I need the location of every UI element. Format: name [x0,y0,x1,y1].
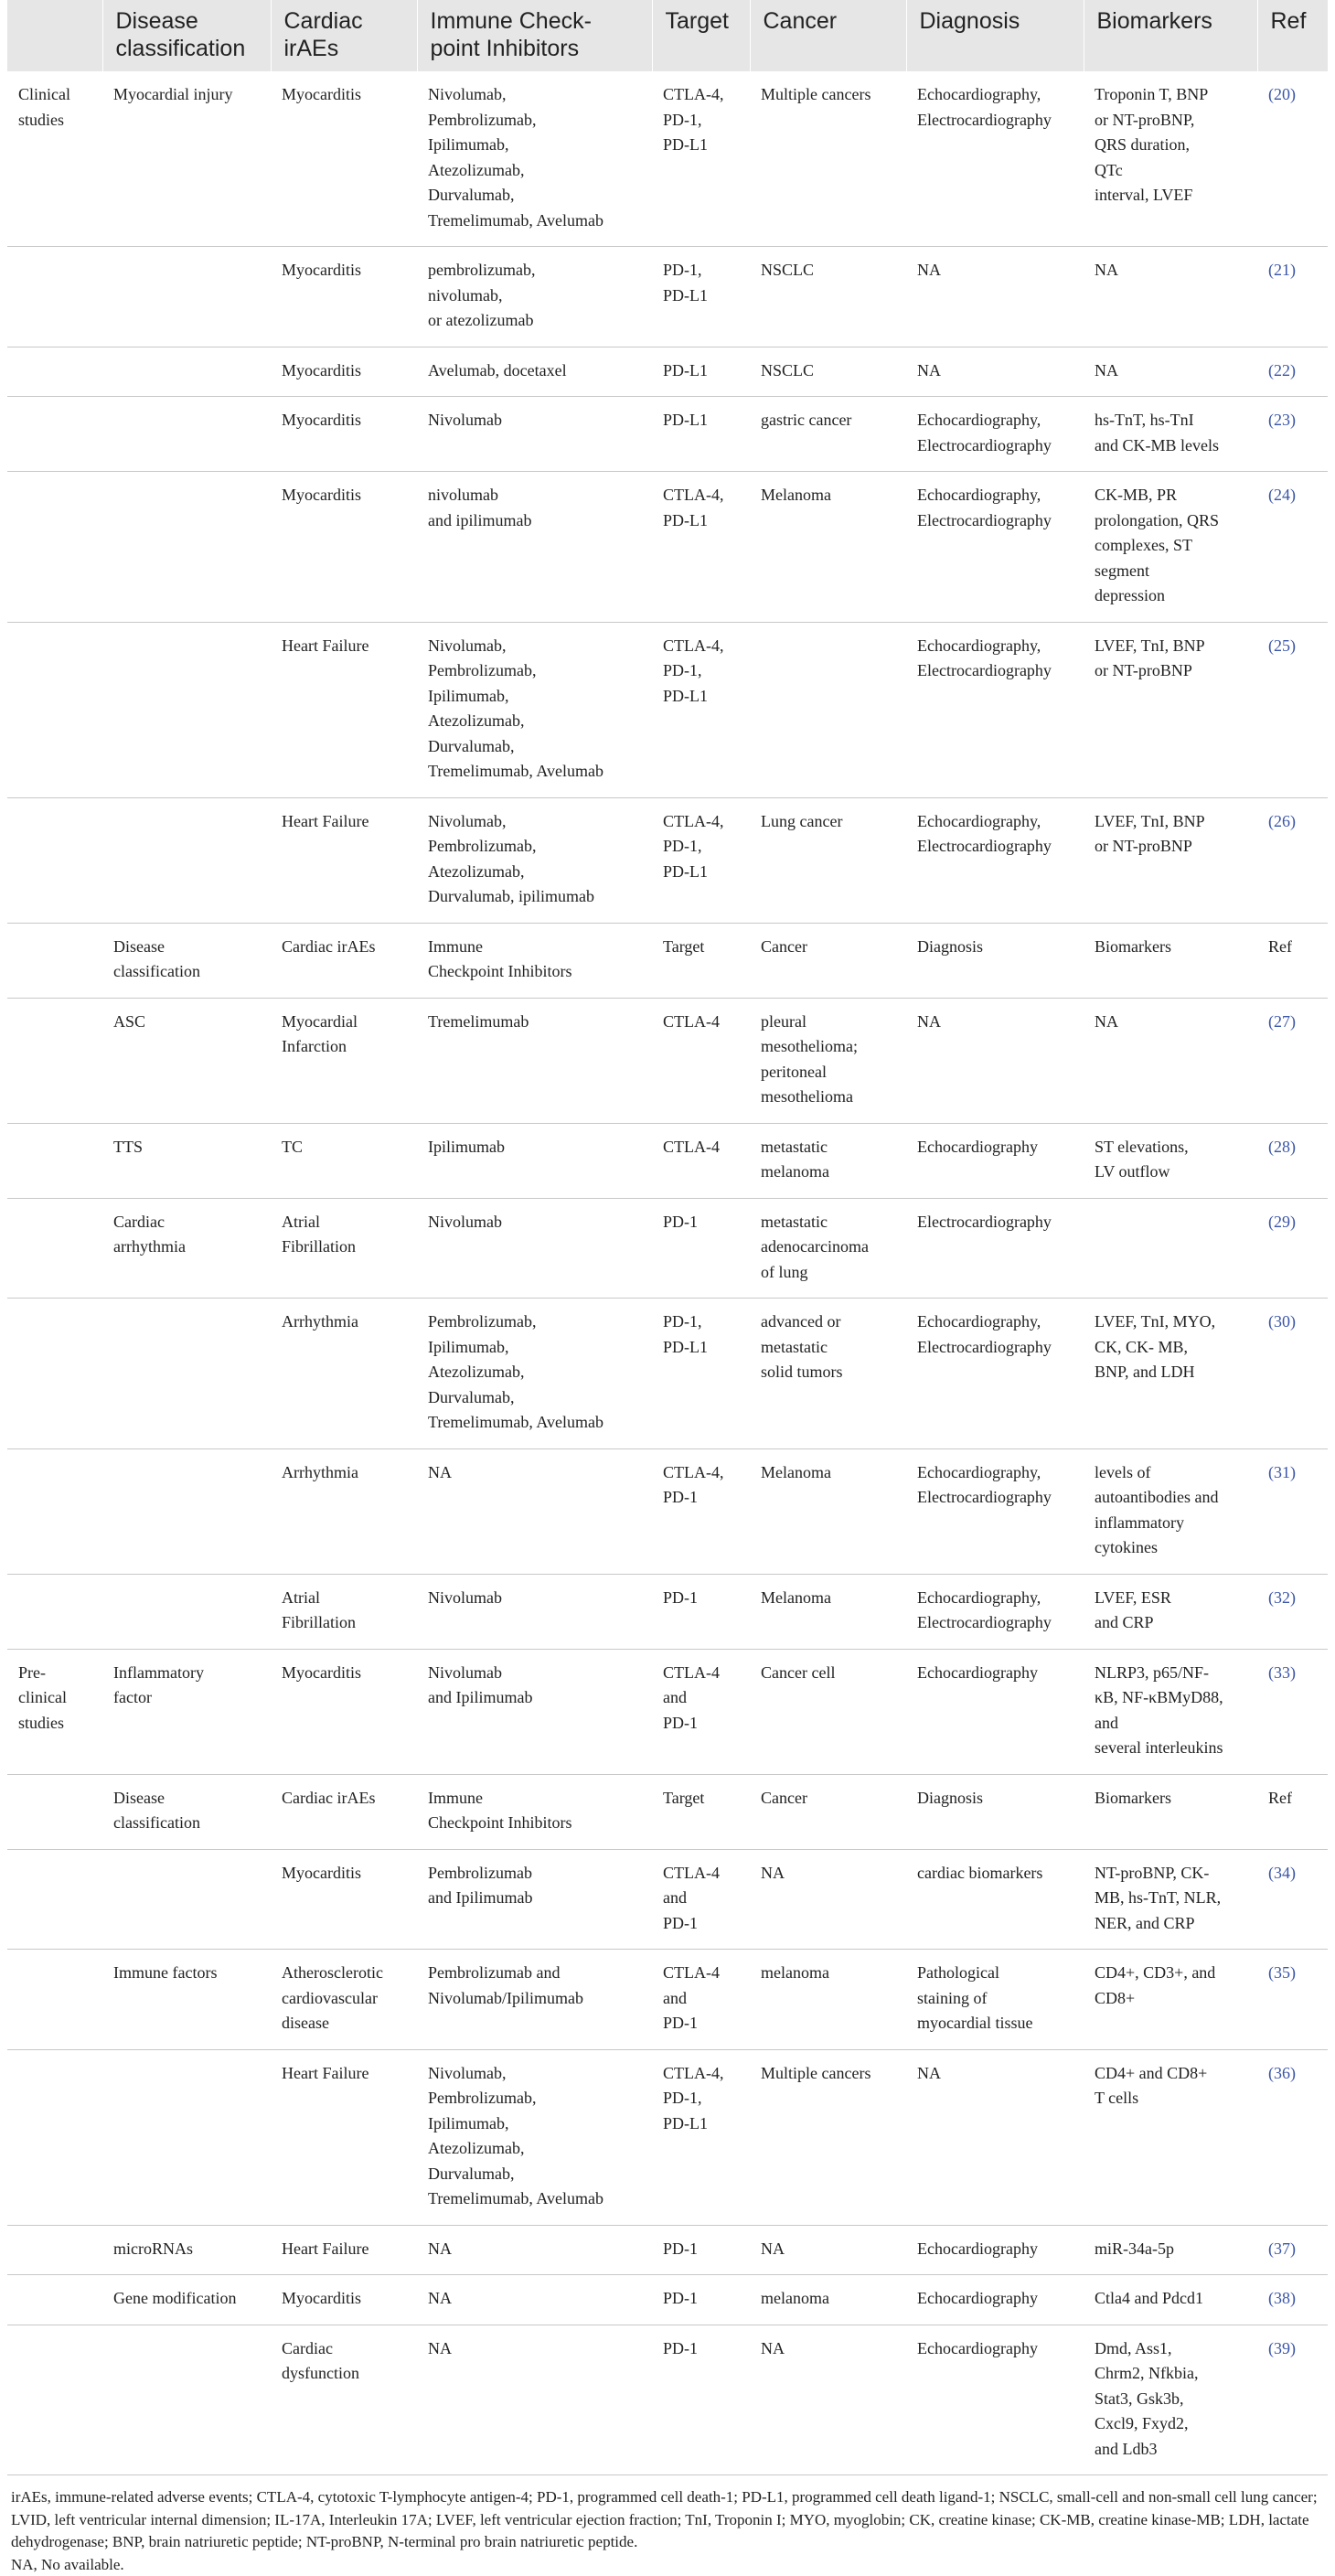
header-study-type [7,0,102,71]
cancer-cell: metastatic melanoma [750,1123,906,1198]
inhibitors-cell: Nivolumab, Pembrolizumab, Ipilimumab, Atezolizumab, Durvalumab, Tremelimumab, Avelumab [417,622,652,797]
ref-cell[interactable]: (28) [1257,1123,1328,1198]
disease-classification-cell: TTS [102,1123,271,1198]
biomarkers-cell: LVEF, ESR and CRP [1084,1574,1257,1649]
disease-classification-cell [102,2325,271,2475]
study-type-cell [7,1950,102,2050]
biomarkers-cell: Biomarkers [1084,1774,1257,1849]
biomarkers-cell: Biomarkers [1084,923,1257,998]
disease-classification-cell [102,797,271,923]
inhibitors-cell: Avelumab, docetaxel [417,347,652,397]
table-row [7,2275,1328,2325]
table-row [7,2225,1328,2275]
ref-cell[interactable]: (29) [1257,1198,1328,1299]
target-cell: PD-L1 [652,397,750,472]
ref-cell[interactable]: (21) [1257,247,1328,347]
disease-classification-cell: ASC [102,998,271,1123]
header-ref: Ref [1257,0,1328,71]
data-table [7,0,1328,2475]
disease-classification-cell [102,1849,271,1950]
ref-cell: Ref [1257,923,1328,998]
disease-classification-cell [102,622,271,797]
cancer-cell: Cancer [750,1774,906,1849]
table-row [7,1950,1328,2050]
biomarkers-cell: LVEF, TnI, BNP or NT-proBNP [1084,797,1257,923]
biomarkers-cell: NA [1084,998,1257,1123]
header-row [7,0,1328,71]
ref-cell[interactable]: (27) [1257,998,1328,1123]
study-type-cell [7,998,102,1123]
study-type-cell [7,1448,102,1574]
diagnosis-cell: Diagnosis [906,1774,1084,1849]
biomarkers-cell: Ctla4 and Pdcd1 [1084,2275,1257,2325]
disease-classification-cell: Inflammatory factor [102,1649,271,1774]
disease-classification-cell [102,347,271,397]
cardiac-irae-cell: Cardiac dysfunction [271,2325,417,2475]
cardiac-irae-cell: Heart Failure [271,2225,417,2275]
target-cell: CTLA-4 and PD-1 [652,1649,750,1774]
cancer-cell: NSCLC [750,247,906,347]
footnote-text: irAEs, immune-related adverse events; CTLA-4, cytotoxic T-lymphocyte antigen-4; PD-1, programmed cell death-1; PD-L1, programmed cell death ligand-1; NSCLC, small-cell and non-small cell lung cancer; LVID, left ventricular internal dimension; IL-17A, Interleukin 17A; LVEF, left ventricular ejection fraction; TnI, Troponin I; MYO, myoglobin; CK, creatine kinase; CK-MB, creatine kinase-MB; LDH, lactate dehydrogenase; BNP, brain natriuretic peptide; NT-proBNP, N-terminal pro brain natriuretic peptide. NA, No available. [11,2488,1318,2573]
disease-classification-cell: Disease classification [102,923,271,998]
inhibitors-cell: Ipilimumab [417,1123,652,1198]
study-type-cell [7,247,102,347]
biomarkers-cell: Dmd, Ass1, Chrm2, Nfkbia, Stat3, Gsk3b, Cxcl9, Fxyd2, and Ldb3 [1084,2325,1257,2475]
table-row [7,71,1328,247]
table-row [7,1849,1328,1950]
cancer-cell: Multiple cancers [750,2049,906,2225]
disease-classification-cell [102,472,271,623]
ref-cell[interactable]: (25) [1257,622,1328,797]
inhibitors-cell: pembrolizumab, nivolumab, or atezolizumab [417,247,652,347]
ref-cell[interactable]: (24) [1257,472,1328,623]
table-footnote [7,2475,1331,2576]
ref-cell[interactable]: (23) [1257,397,1328,472]
table-row [7,1198,1328,1299]
target-cell: PD-1 [652,1574,750,1649]
target-cell: CTLA-4, PD-1, PD-L1 [652,797,750,923]
table-row [7,622,1328,797]
table-row [7,472,1328,623]
cardiac-irae-cell: Myocarditis [271,247,417,347]
cancer-cell: Melanoma [750,1448,906,1574]
table-row [7,397,1328,472]
header-cardiac-iraes: Cardiac irAEs [271,0,417,71]
cardiac-irae-cell: Atrial Fibrillation [271,1198,417,1299]
study-type-cell: Pre- clinical studies [7,1649,102,1774]
inhibitors-cell: nivolumab and ipilimumab [417,472,652,623]
cancer-cell [750,622,906,797]
target-cell: PD-1 [652,2225,750,2275]
cancer-cell: melanoma [750,2275,906,2325]
table-header [7,0,1328,71]
ref-cell[interactable]: (34) [1257,1849,1328,1950]
diagnosis-cell: Echocardiography, Electrocardiography [906,71,1084,247]
ref-cell[interactable]: (32) [1257,1574,1328,1649]
ref-cell[interactable]: (30) [1257,1299,1328,1449]
disease-classification-cell [102,2049,271,2225]
target-cell: CTLA-4 and PD-1 [652,1849,750,1950]
disease-classification-cell [102,1448,271,1574]
biomarkers-cell: ST elevations, LV outflow [1084,1123,1257,1198]
cardiac-irae-cell: TC [271,1123,417,1198]
disease-classification-cell [102,1299,271,1449]
disease-classification-cell [102,397,271,472]
study-type-cell [7,1299,102,1449]
table-row [7,1299,1328,1449]
cardiac-irae-cell: Arrhythmia [271,1299,417,1449]
disease-classification-cell: Immune factors [102,1950,271,2050]
diagnosis-cell: NA [906,247,1084,347]
disease-classification-cell [102,247,271,347]
ref-cell[interactable]: (20) [1257,71,1328,247]
inhibitors-cell: Nivolumab [417,397,652,472]
inhibitors-cell: Tremelimumab [417,998,652,1123]
ref-cell[interactable]: (39) [1257,2325,1328,2475]
cardiac-irae-cell: Myocarditis [271,397,417,472]
ref-cell[interactable]: (26) [1257,797,1328,923]
diagnosis-cell: Electrocardiography [906,1198,1084,1299]
table-row [7,998,1328,1123]
cancer-cell: NSCLC [750,347,906,397]
biomarkers-cell: levels of autoantibodies and inflammatory cytokines [1084,1448,1257,1574]
table-row [7,797,1328,923]
cardiac-irae-cell: Cardiac irAEs [271,1774,417,1849]
cardiac-irae-cell: Myocarditis [271,1649,417,1774]
cardiac-irae-cell: Arrhythmia [271,1448,417,1574]
header-biomarkers: Biomarkers [1084,0,1257,71]
inhibitors-cell: NA [417,2325,652,2475]
table-row [7,1649,1328,1774]
target-cell: PD-1, PD-L1 [652,1299,750,1449]
inhibitors-cell: Pembrolizumab, Ipilimumab, Atezolizumab, Durvalumab, Tremelimumab, Avelumab [417,1299,652,1449]
cancer-cell: NA [750,2225,906,2275]
study-type-cell: Clinical studies [7,71,102,247]
target-cell: CTLA-4, PD-L1 [652,472,750,623]
biomarkers-cell: NLRP3, p65/NF- κB, NF-κBMyD88, and several interleukins [1084,1649,1257,1774]
biomarkers-cell: CK-MB, PR prolongation, QRS complexes, ST segment depression [1084,472,1257,623]
repeated-header-row [7,1774,1328,1849]
ref-cell[interactable]: (38) [1257,2275,1328,2325]
study-type-cell [7,1849,102,1950]
target-cell: PD-1, PD-L1 [652,247,750,347]
cancer-cell: pleural mesothelioma; peritoneal mesothelioma [750,998,906,1123]
study-type-cell [7,2225,102,2275]
diagnosis-cell: Echocardiography [906,2225,1084,2275]
biomarkers-cell [1084,1198,1257,1299]
cancer-cell: Multiple cancers [750,71,906,247]
cardiac-irae-cell: Myocarditis [271,2275,417,2325]
table-row [7,2049,1328,2225]
inhibitors-cell: Pembrolizumab and Nivolumab/Ipilimumab [417,1950,652,2050]
table-row [7,1448,1328,1574]
cardiac-irae-cell: Atrial Fibrillation [271,1574,417,1649]
diagnosis-cell: Echocardiography [906,1123,1084,1198]
target-cell: Target [652,923,750,998]
diagnosis-cell: NA [906,2049,1084,2225]
inhibitors-cell: Nivolumab, Pembrolizumab, Ipilimumab, Atezolizumab, Durvalumab, Tremelimumab, Avelumab [417,2049,652,2225]
study-type-cell [7,1774,102,1849]
inhibitors-cell: Nivolumab, Pembrolizumab, Atezolizumab, Durvalumab, ipilimumab [417,797,652,923]
diagnosis-cell: Echocardiography, Electrocardiography [906,1574,1084,1649]
biomarkers-cell: hs-TnT, hs-TnI and CK-MB levels [1084,397,1257,472]
diagnosis-cell: Echocardiography, Electrocardiography [906,622,1084,797]
disease-classification-cell: Myocardial injury [102,71,271,247]
cardiac-irae-cell: Heart Failure [271,797,417,923]
disease-classification-cell [102,1574,271,1649]
biomarkers-cell: miR-34a-5p [1084,2225,1257,2275]
target-cell: CTLA-4 and PD-1 [652,1950,750,2050]
header-target: Target [652,0,750,71]
diagnosis-cell: NA [906,998,1084,1123]
ref-cell[interactable]: (22) [1257,347,1328,397]
inhibitors-cell: Nivolumab [417,1198,652,1299]
target-cell: PD-1 [652,2275,750,2325]
ref-cell: Ref [1257,1774,1328,1849]
study-type-cell [7,797,102,923]
biomarkers-cell: Troponin T, BNP or NT-proBNP, QRS duration, QTc interval, LVEF [1084,71,1257,247]
study-type-cell [7,472,102,623]
table-row [7,347,1328,397]
ref-cell[interactable]: (35) [1257,1950,1328,2050]
target-cell: CTLA-4 [652,1123,750,1198]
study-type-cell [7,2275,102,2325]
study-type-cell [7,1123,102,1198]
biomarkers-cell: CD4+ and CD8+ T cells [1084,2049,1257,2225]
cancer-cell: NA [750,1849,906,1950]
target-cell: PD-L1 [652,347,750,397]
inhibitors-cell: Nivolumab, Pembrolizumab, Ipilimumab, Atezolizumab, Durvalumab, Tremelimumab, Avelumab [417,71,652,247]
cancer-cell: metastatic adenocarcinoma of lung [750,1198,906,1299]
cancer-cell: gastric cancer [750,397,906,472]
diagnosis-cell: Echocardiography, Electrocardiography [906,797,1084,923]
table-row [7,1574,1328,1649]
ref-cell[interactable]: (31) [1257,1448,1328,1574]
header-cancer: Cancer [750,0,906,71]
cancer-cell: NA [750,2325,906,2475]
disease-classification-cell: Cardiac arrhythmia [102,1198,271,1299]
cardiac-irae-cell: Heart Failure [271,622,417,797]
diagnosis-cell: cardiac biomarkers [906,1849,1084,1950]
target-cell: PD-1 [652,1198,750,1299]
table-body [7,71,1328,2475]
study-type-cell [7,923,102,998]
cancer-cell: Lung cancer [750,797,906,923]
cardiac-irae-cell: Myocarditis [271,71,417,247]
diagnosis-cell: Echocardiography, Electrocardiography [906,397,1084,472]
target-cell: CTLA-4, PD-1, PD-L1 [652,622,750,797]
study-type-cell [7,1574,102,1649]
cardiac-irae-cell: Myocarditis [271,347,417,397]
header-immune-checkpoint-inhibitors: Immune Check-point Inhibitors [417,0,652,71]
target-cell: CTLA-4, PD-1, PD-L1 [652,71,750,247]
diagnosis-cell: Echocardiography, Electrocardiography [906,1448,1084,1574]
study-type-cell [7,397,102,472]
study-type-cell [7,2049,102,2225]
inhibitors-cell: Nivolumab and Ipilimumab [417,1649,652,1774]
diagnosis-cell: Echocardiography, Electrocardiography [906,472,1084,623]
table-row [7,1123,1328,1198]
diagnosis-cell: Echocardiography [906,1649,1084,1774]
cancer-cell: Cancer [750,923,906,998]
biomarkers-cell: CD4+, CD3+, and CD8+ [1084,1950,1257,2050]
target-cell: Target [652,1774,750,1849]
target-cell: PD-1 [652,2325,750,2475]
inhibitors-cell: Pembrolizumab and Ipilimumab [417,1849,652,1950]
study-type-cell [7,1198,102,1299]
inhibitors-cell: NA [417,2275,652,2325]
diagnosis-cell: Diagnosis [906,923,1084,998]
ref-cell[interactable]: (37) [1257,2225,1328,2275]
target-cell: CTLA-4, PD-1, PD-L1 [652,2049,750,2225]
biomarkers-cell: NA [1084,247,1257,347]
study-type-cell [7,622,102,797]
biomarkers-cell: NT-proBNP, CK- MB, hs-TnT, NLR, NER, and CRP [1084,1849,1257,1950]
diagnosis-cell: Pathological staining of myocardial tissue [906,1950,1084,2050]
biomarkers-cell: LVEF, TnI, BNP or NT-proBNP [1084,622,1257,797]
inhibitors-cell: Nivolumab [417,1574,652,1649]
study-type-cell [7,2325,102,2475]
header-disease-classification: Disease classification [102,0,271,71]
cardiac-irae-cell: Myocarditis [271,472,417,623]
inhibitors-cell: Immune Checkpoint Inhibitors [417,923,652,998]
ref-cell[interactable]: (33) [1257,1649,1328,1774]
table-row [7,2325,1328,2475]
diagnosis-cell: NA [906,347,1084,397]
ref-cell[interactable]: (36) [1257,2049,1328,2225]
diagnosis-cell: Echocardiography [906,2325,1084,2475]
disease-classification-cell: microRNAs [102,2225,271,2275]
cancer-cell: Melanoma [750,1574,906,1649]
biomarkers-cell: LVEF, TnI, MYO, CK, CK- MB, BNP, and LDH [1084,1299,1257,1449]
cancer-cell: melanoma [750,1950,906,2050]
cardiac-irae-cell: Atherosclerotic cardiovascular disease [271,1950,417,2050]
diagnosis-cell: Echocardiography, Electrocardiography [906,1299,1084,1449]
diagnosis-cell: Echocardiography [906,2275,1084,2325]
disease-classification-cell: Gene modification [102,2275,271,2325]
cardiac-irae-cell: Myocardial Infarction [271,998,417,1123]
inhibitors-cell: NA [417,2225,652,2275]
header-diagnosis: Diagnosis [906,0,1084,71]
disease-classification-cell: Disease classification [102,1774,271,1849]
table-row [7,247,1328,347]
inhibitors-cell: NA [417,1448,652,1574]
cancer-cell: Cancer cell [750,1649,906,1774]
target-cell: CTLA-4, PD-1 [652,1448,750,1574]
cardiac-irae-cell: Heart Failure [271,2049,417,2225]
biomarkers-cell: NA [1084,347,1257,397]
cardiac-irae-cell: Cardiac irAEs [271,923,417,998]
study-type-cell [7,347,102,397]
inhibitors-cell: Immune Checkpoint Inhibitors [417,1774,652,1849]
repeated-header-row [7,923,1328,998]
target-cell: CTLA-4 [652,998,750,1123]
cancer-cell: advanced or metastatic solid tumors [750,1299,906,1449]
cancer-cell: Melanoma [750,472,906,623]
cardiac-irae-cell: Myocarditis [271,1849,417,1950]
